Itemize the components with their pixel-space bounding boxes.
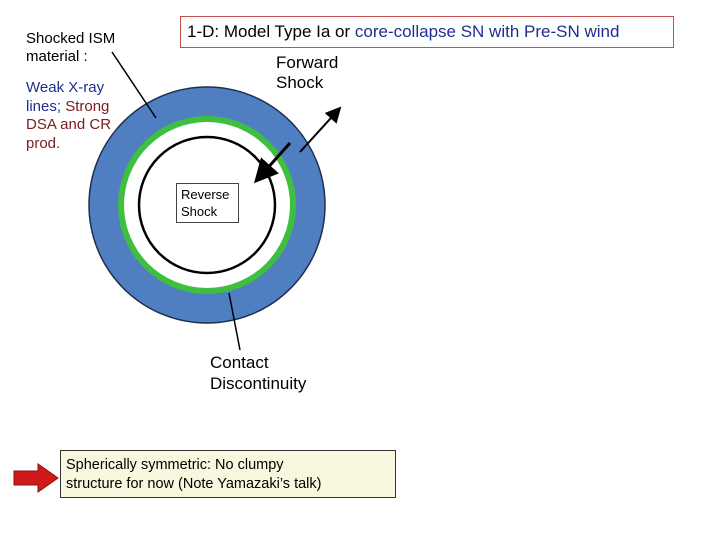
- shocked-ism-label: [26, 30, 115, 66]
- weak-xray-line2b: Strong: [65, 97, 110, 115]
- red-arrow-icon: [14, 464, 58, 492]
- weak-xray-line1: Weak X-ray: [26, 79, 105, 96]
- contact-label-line1: Contact: [210, 353, 269, 372]
- reverse-shock-label-line2: Shock: [181, 204, 218, 219]
- forward-shock-label: [276, 53, 338, 93]
- forward-shock-label-line1: Forward: [276, 53, 339, 72]
- ism-pointer-line: [112, 52, 156, 118]
- forward-shock-arrow: [300, 108, 340, 152]
- contact-discontinuity-label: [210, 352, 306, 394]
- weak-xray-line4: prod.: [26, 134, 61, 152]
- weak-xray-line3: DSA and CR: [26, 116, 112, 133]
- reverse-shock-label-line1: Reverse: [181, 187, 230, 202]
- note-line1: Spherically symmetric: No clumpy: [66, 457, 284, 473]
- weak-xray-label: [26, 79, 111, 153]
- weak-xray-line2a: lines;: [26, 97, 66, 115]
- forward-shock-label-line2: Shock: [276, 73, 324, 92]
- title-part-model: 1-D: Model Type Ia or: [187, 22, 355, 41]
- note-line2: structure for now (Note Yamazaki’s talk): [66, 476, 322, 492]
- shocked-ism-label-line1: Shocked ISM: [26, 30, 116, 47]
- shocked-ism-label-line2: material :: [26, 48, 88, 65]
- contact-label-line2: Discontinuity: [210, 374, 307, 393]
- reverse-shock-label: [176, 183, 239, 223]
- title-part-cc: core-collapse SN with Pre-SN wind: [354, 22, 620, 41]
- diagram-title: [180, 16, 674, 48]
- note-box: [60, 450, 396, 498]
